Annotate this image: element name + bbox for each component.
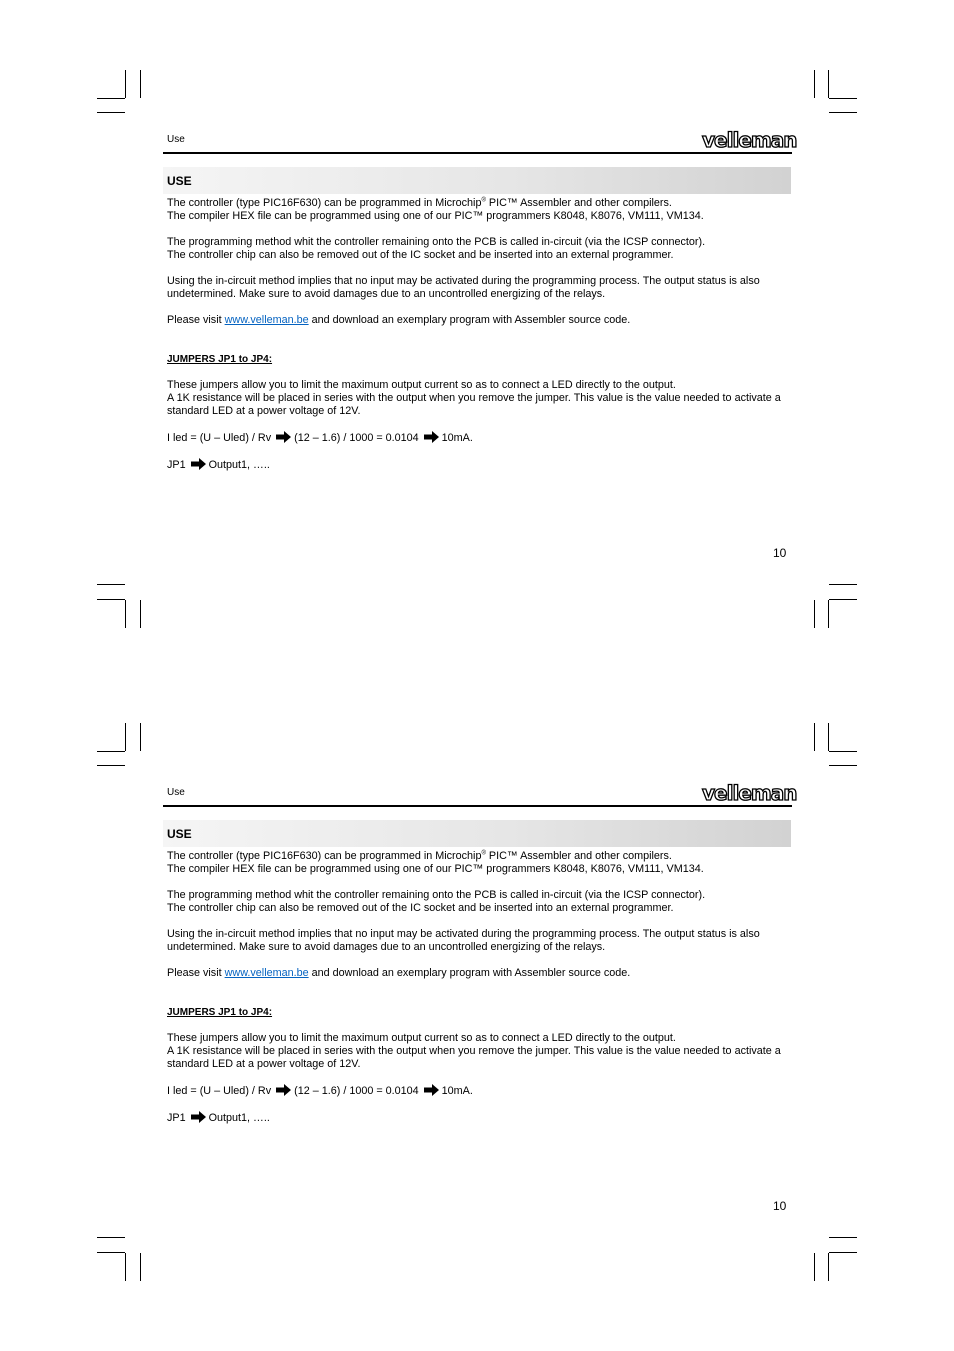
body-text: [167, 850, 792, 1125]
text-span: Output1, …..: [208, 1112, 270, 1124]
text-span: These jumpers allow you to limit the maximum output current so as to connect a LED directly to the output.: [167, 1032, 676, 1044]
velleman-logo: velleman: [702, 781, 797, 805]
crop-mark: [97, 584, 125, 585]
text-span: I led = (U – Uled) / Rv: [167, 1085, 272, 1097]
text-span: A 1K resistance will be placed in series with the output when you remove the jumper. This value is the value needed to activate a standard LED at a power voltage of 12V.: [167, 392, 781, 417]
page-number: 10: [773, 1199, 787, 1213]
body-text: [167, 197, 792, 472]
text-span: 10mA.: [441, 432, 473, 444]
crop-mark: [814, 600, 815, 628]
crop-mark: [828, 1253, 829, 1281]
crop-mark: [829, 599, 857, 600]
formula-line: [167, 1084, 792, 1098]
section-title: USE: [167, 827, 192, 841]
text-span: JP1: [167, 1112, 186, 1124]
crop-mark: [97, 1237, 125, 1238]
running-header-label: Use: [167, 134, 185, 145]
crop-mark: [814, 723, 815, 751]
document-page-1: [0, 0, 954, 653]
document-page-2: [0, 653, 954, 1306]
crop-mark: [828, 723, 829, 751]
text-span: The compiler HEX file can be programmed using one of our PIC™ programmers K8048, K8076, VM111, VM134.: [167, 863, 704, 875]
text-span: The controller chip can also be removed out of the IC socket and be inserted into an external programmer.: [167, 902, 674, 914]
crop-mark: [140, 1253, 141, 1281]
text-span: The programming method whit the controller remaining onto the PCB is called in-circuit (via the ICSP connector).: [167, 889, 706, 901]
crop-mark: [97, 98, 125, 99]
crop-mark: [829, 1237, 857, 1238]
crop-mark: [97, 765, 125, 766]
crop-mark: [97, 112, 125, 113]
crop-mark: [125, 70, 126, 98]
text-span: A 1K resistance will be placed in series with the output when you remove the jumper. This value is the value needed to activate a standard LED at a power voltage of 12V.: [167, 1045, 781, 1070]
text-span: The compiler HEX file can be programmed using one of our PIC™ programmers K8048, K8076, VM111, VM134.: [167, 210, 704, 222]
crop-mark: [97, 751, 125, 752]
crop-mark: [125, 1253, 126, 1281]
header-rule: [163, 152, 792, 154]
crop-mark: [97, 1252, 125, 1253]
text-span: and download an exemplary program with Assembler source code.: [308, 314, 631, 326]
paragraph: [167, 236, 792, 262]
running-header-label: Use: [167, 787, 185, 798]
section-title-bar: [163, 820, 791, 847]
crop-mark: [829, 584, 857, 585]
text-span: The controller (type PIC16F630) can be programmed in Microchip: [167, 197, 482, 209]
text-span: PIC™ Assembler and other compilers.: [485, 850, 672, 862]
crop-mark: [97, 599, 125, 600]
crop-mark: [140, 723, 141, 751]
crop-mark: [140, 70, 141, 98]
crop-mark: [828, 600, 829, 628]
right-arrow-icon: [191, 1111, 206, 1123]
paragraph: Using the in-circuit method implies that no input may be activated during the programming process. The output status is also undetermined. Make sure to avoid damages due to an uncontrolled energizing of the relays.: [167, 275, 760, 300]
paragraph: [167, 850, 792, 876]
jumpers-heading: JUMPERS JP1 to JP4:: [167, 354, 273, 365]
text-span: (12 – 1.6) / 1000 = 0.0104: [294, 1085, 419, 1097]
section-title: USE: [167, 174, 192, 188]
paragraph: [167, 967, 792, 980]
right-arrow-icon: [276, 431, 291, 443]
paragraph: [167, 379, 792, 418]
right-arrow-icon: [424, 431, 439, 443]
registered-mark: ®: [481, 197, 486, 204]
right-arrow-icon: [191, 458, 206, 470]
right-arrow-icon: [276, 1084, 291, 1096]
registered-mark: ®: [481, 850, 486, 857]
text-span: (12 – 1.6) / 1000 = 0.0104: [294, 432, 419, 444]
crop-mark: [814, 70, 815, 98]
paragraph: [167, 197, 792, 223]
text-span: Please visit: [167, 967, 225, 979]
text-span: Output1, …..: [208, 459, 270, 471]
crop-mark: [829, 765, 857, 766]
paragraph: [167, 314, 792, 327]
paragraph: [167, 1032, 792, 1071]
crop-mark: [829, 98, 857, 99]
jumper-mapping-line: [167, 1111, 792, 1125]
right-arrow-icon: [424, 1084, 439, 1096]
jumpers-heading: JUMPERS JP1 to JP4:: [167, 1007, 273, 1018]
text-span: These jumpers allow you to limit the maximum output current so as to connect a LED directly to the output.: [167, 379, 676, 391]
crop-mark: [829, 112, 857, 113]
text-span: The programming method whit the controller remaining onto the PCB is called in-circuit (via the ICSP connector).: [167, 236, 706, 248]
crop-mark: [829, 751, 857, 752]
page-number: 10: [773, 546, 787, 560]
velleman-logo: velleman: [702, 128, 797, 152]
text-span: 10mA.: [441, 1085, 473, 1097]
crop-mark: [828, 70, 829, 98]
jumper-mapping-line: [167, 458, 792, 472]
header-rule: [163, 805, 792, 807]
velleman-website-link[interactable]: www.velleman.be: [224, 967, 309, 979]
formula-line: [167, 431, 792, 445]
paragraph: [167, 889, 792, 915]
section-title-bar: [163, 167, 791, 194]
crop-mark: [140, 600, 141, 628]
text-span: Please visit: [167, 314, 225, 326]
crop-mark: [125, 600, 126, 628]
text-span: I led = (U – Uled) / Rv: [167, 432, 272, 444]
text-span: and download an exemplary program with Assembler source code.: [308, 967, 631, 979]
text-span: The controller (type PIC16F630) can be programmed in Microchip: [167, 850, 482, 862]
crop-mark: [125, 723, 126, 751]
text-span: JP1: [167, 459, 186, 471]
paragraph: Using the in-circuit method implies that no input may be activated during the programming process. The output status is also undetermined. Make sure to avoid damages due to an uncontrolled energizing of the relays.: [167, 928, 760, 953]
velleman-website-link[interactable]: www.velleman.be: [224, 314, 309, 326]
crop-mark: [814, 1253, 815, 1281]
text-span: PIC™ Assembler and other compilers.: [485, 197, 672, 209]
text-span: The controller chip can also be removed out of the IC socket and be inserted into an external programmer.: [167, 249, 674, 261]
crop-mark: [829, 1252, 857, 1253]
